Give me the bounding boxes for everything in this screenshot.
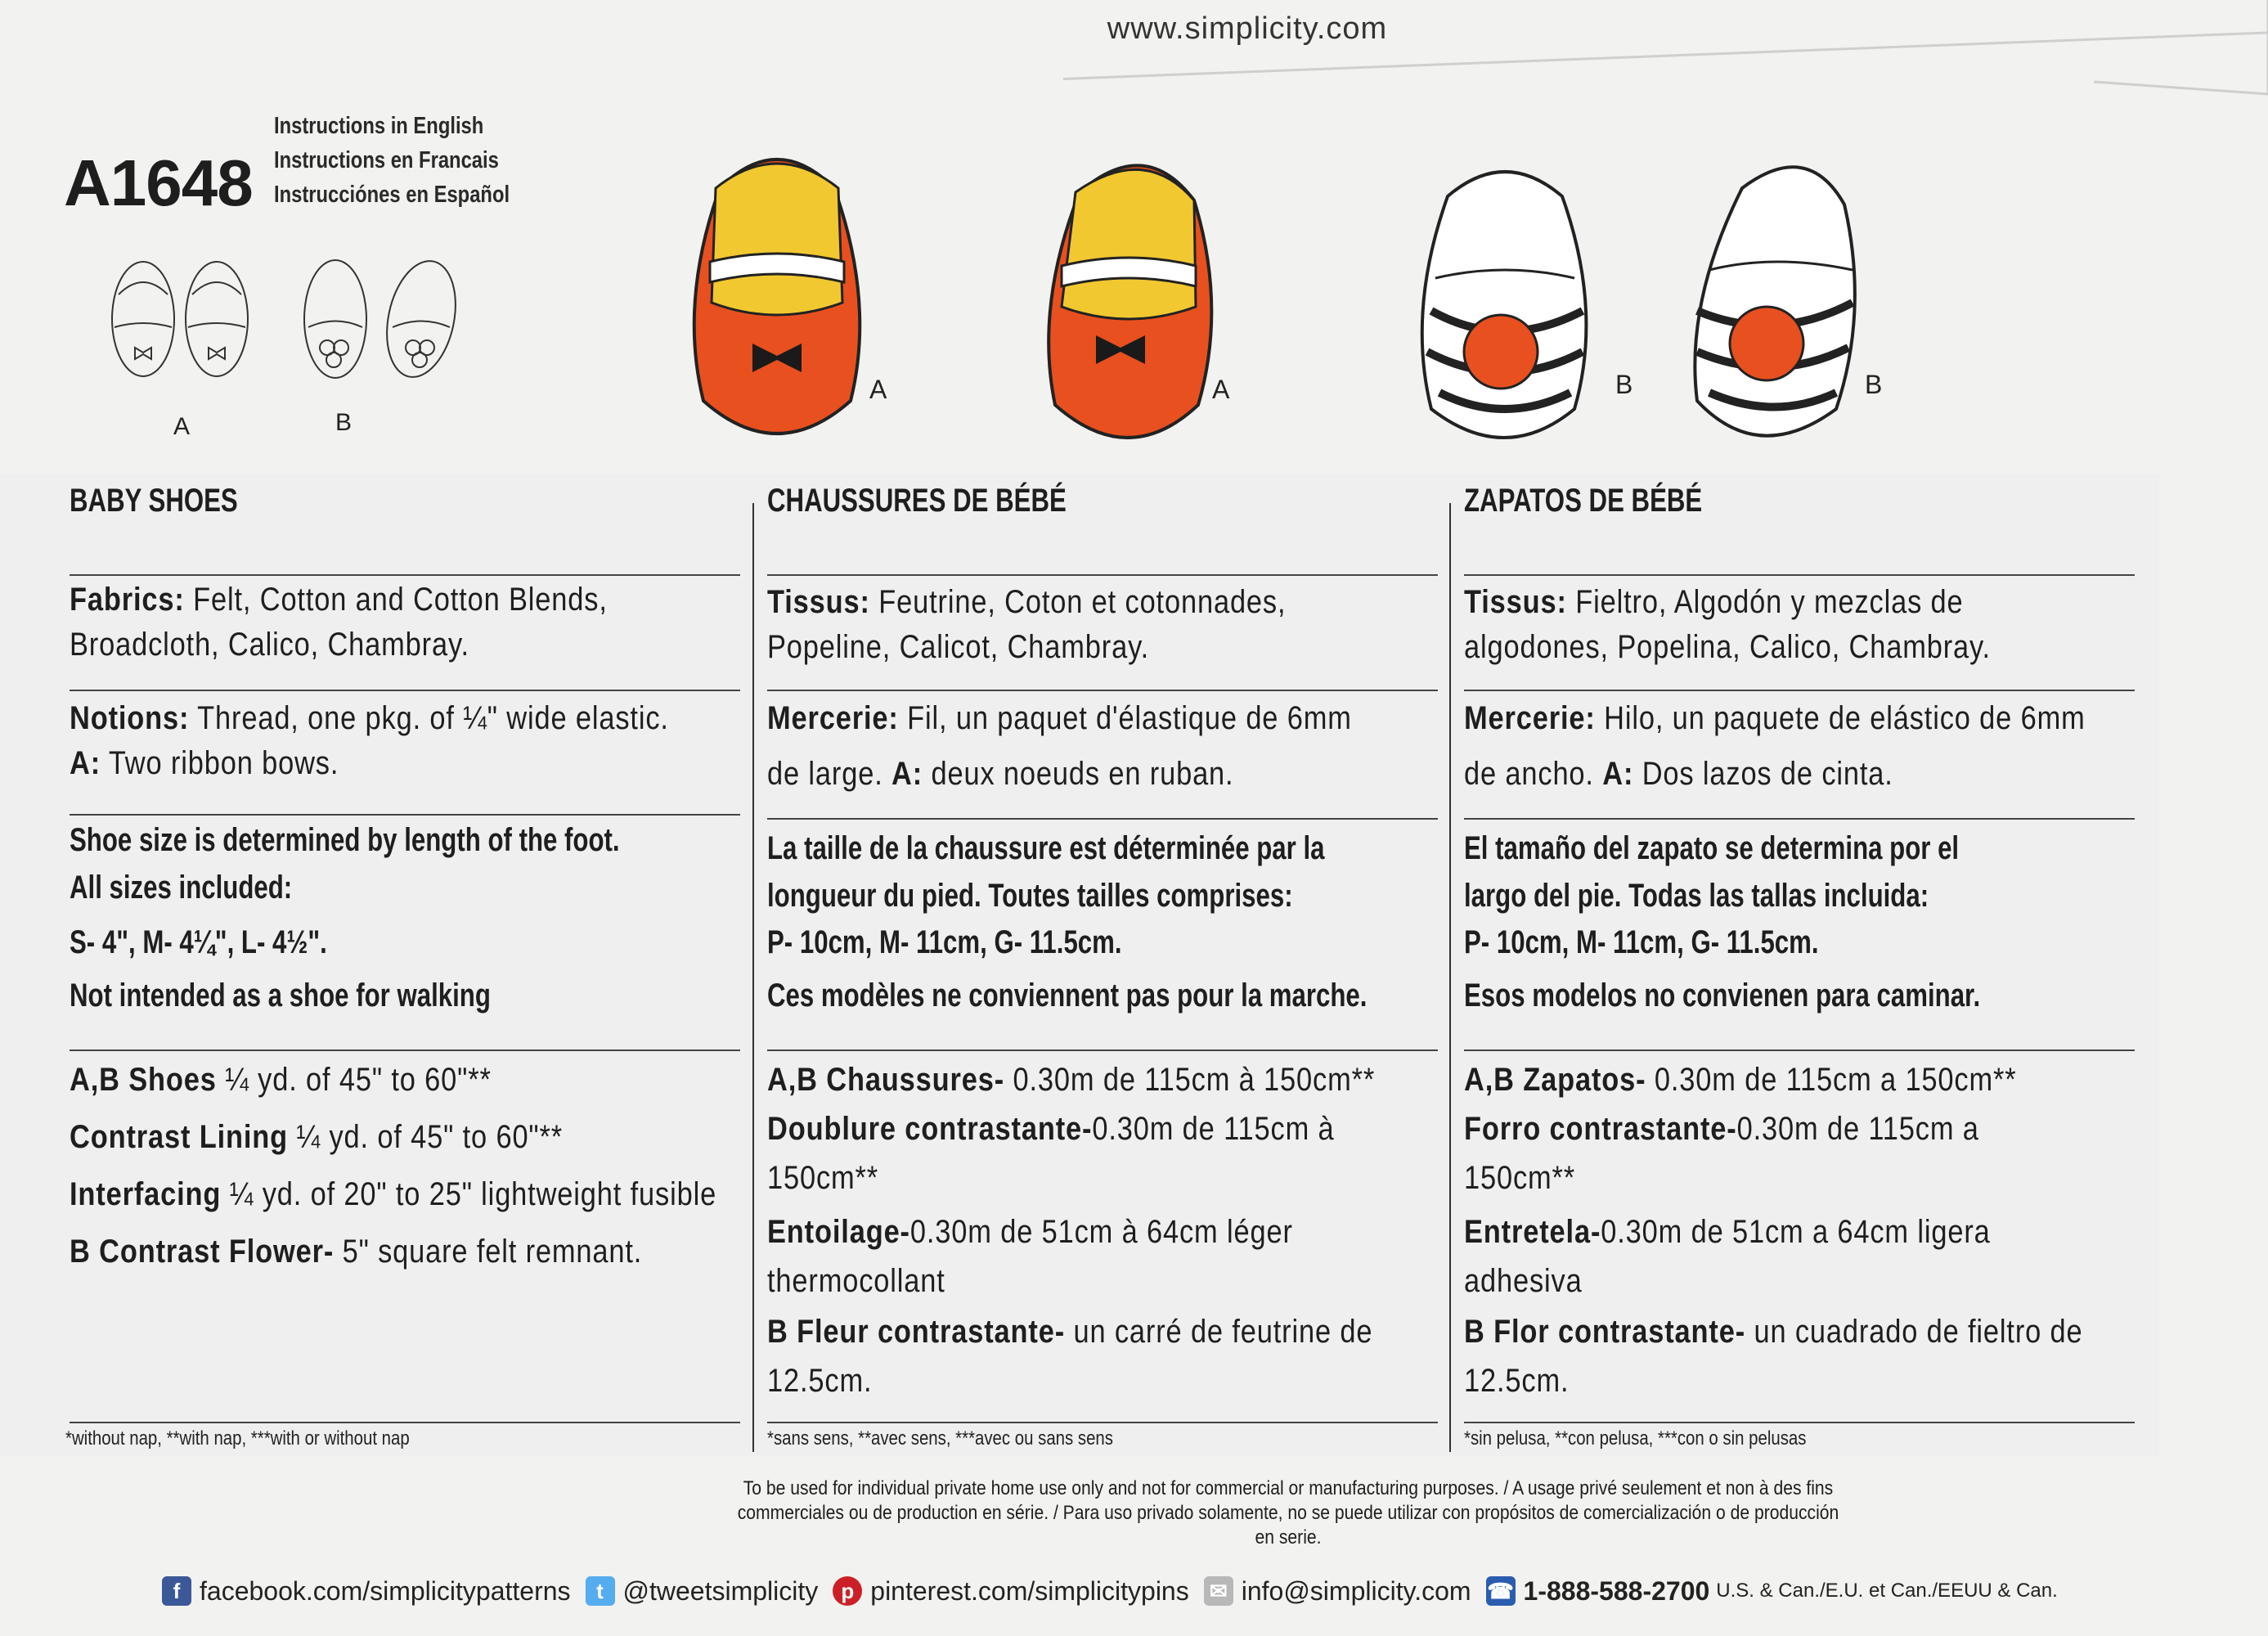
english-notions-2: A: Two ribbon bows. <box>70 745 339 781</box>
french-yardage-4: B Fleur contrastante- un carré de feutrine de <box>767 1314 1373 1350</box>
spanish-size-3: P- 10cm, M- 11cm, G- 11.5cm. <box>1464 924 1819 960</box>
legal-line-2: commerciales ou de production en série. / Para uso privado solamente, no se puede utilizar con propósitos de comercialización o de producción en serie. <box>737 1502 1839 1548</box>
english-footnote: *without nap, **with nap, ***with or without nap <box>65 1427 410 1449</box>
spanish-yardage-2b: 150cm** <box>1464 1160 1576 1196</box>
envelope-flap-corner <box>2094 0 2268 106</box>
french-yardage-3: Entoilage-0.30m de 51cm à 64cm léger <box>767 1214 1293 1250</box>
french-size-1: La taille de la chaussure est déterminée par la <box>767 830 1325 866</box>
pinterest-icon: p <box>833 1576 862 1606</box>
divider <box>767 1049 1438 1051</box>
divider <box>1464 690 2135 691</box>
french-fabrics-1: Tissus: Feutrine, Coton et cotonnades, <box>767 584 1287 620</box>
french-size-3: P- 10cm, M- 11cm, G- 11.5cm. <box>767 924 1122 960</box>
thumbnail-shoes-a <box>98 254 262 384</box>
thumbnail-label-b: B <box>335 409 353 436</box>
shoe-b-illustration-2 <box>1668 147 1881 458</box>
facebook-link[interactable]: facebook.com/simplicitypatterns <box>200 1575 571 1606</box>
divider <box>70 574 740 576</box>
pattern-number: A1648 <box>64 146 253 219</box>
spanish-size-1: El tamaño del zapato se determina por el <box>1464 830 1960 866</box>
facebook-icon: f <box>162 1576 191 1606</box>
english-yardage-2: Contrast Lining ¼ yd. of 45" to 60"** <box>70 1119 564 1155</box>
shoe-a-illustration-1 <box>671 139 883 450</box>
spanish-title: ZAPATOS DE BÉBÉ <box>1464 483 1703 519</box>
illustration-label-a2: A <box>1212 375 1230 404</box>
legal-line-1: To be used for individual private home use only and not for commercial or manufacturing purposes. / A usage privé seulement et non à des fins <box>743 1477 1834 1499</box>
divider <box>767 1422 1438 1423</box>
spanish-yardage-4: B Flor contrastante- un cuadrado de fieltro de <box>1464 1314 2083 1350</box>
english-size-4: Not intended as a shoe for walking <box>70 978 491 1014</box>
column-divider <box>1449 503 1451 1452</box>
shoe-a-illustration-2 <box>1022 143 1235 454</box>
french-footnote: *sans sens, **avec sens, ***avec ou sans sens <box>767 1427 1113 1449</box>
phone-icon: ☎ <box>1486 1576 1516 1606</box>
shoe-b-illustration-1 <box>1399 155 1611 458</box>
twitter-icon: t <box>586 1576 615 1606</box>
french-yardage-3b: thermocollant <box>767 1263 945 1299</box>
divider <box>767 574 1438 576</box>
phone-region: U.S. & Can./E.U. et Can./EEUU & Can. <box>1716 1580 2058 1602</box>
french-notions-1: Mercerie: Fil, un paquet d'élastique de 6mm <box>767 700 1352 736</box>
english-size-2: All sizes included: <box>70 870 293 906</box>
divider <box>1464 574 2135 576</box>
spanish-yardage-3b: adhesiva <box>1464 1263 1583 1299</box>
illustration-label-b1: B <box>1615 370 1633 399</box>
spanish-footnote: *sin pelusa, **con pelusa, ***con o sin pelusas <box>1464 1427 1807 1449</box>
divider <box>767 690 1438 691</box>
email-link[interactable]: info@simplicity.com <box>1241 1575 1471 1606</box>
website-url[interactable]: www.simplicity.com <box>1107 11 1388 46</box>
thumbnail-label-a: A <box>173 413 191 440</box>
illustration-label-b2: B <box>1865 370 1883 399</box>
phone-number[interactable]: 1-888-588-2700 <box>1523 1575 1710 1606</box>
legal-notice <box>730 1476 1846 1550</box>
language-english: Instructions in English <box>274 113 484 139</box>
french-column <box>767 483 1151 519</box>
spanish-notions-2: de ancho. A: Dos lazos de cinta. <box>1464 756 1893 792</box>
spanish-yardage-3: Entretela-0.30m de 51cm a 64cm ligera <box>1464 1214 1991 1250</box>
spanish-column <box>1464 483 1769 519</box>
divider <box>1464 1049 2135 1051</box>
divider <box>70 1422 740 1423</box>
spanish-yardage-2: Forro contrastante-0.30m de 115cm a <box>1464 1111 1979 1147</box>
divider <box>767 818 1438 820</box>
social-footer <box>147 1566 2058 1616</box>
spanish-yardage-1: A,B Zapatos- 0.30m de 115cm a 150cm** <box>1464 1062 2017 1098</box>
english-size-3: S- 4", M- 4¼", L- 4½". <box>70 924 327 960</box>
spanish-fabrics-2: algodones, Popelina, Calico, Chambray. <box>1464 629 1991 665</box>
spanish-yardage-4b: 12.5cm. <box>1464 1363 1570 1399</box>
french-yardage-1: A,B Chaussures- 0.30m de 115cm à 150cm** <box>767 1062 1376 1098</box>
language-french: Instructions en Francais <box>274 147 499 173</box>
french-size-4: Ces modèles ne conviennent pas pour la marche. <box>767 978 1368 1014</box>
english-fabrics-2: Broadcloth, Calico, Chambray. <box>70 627 469 663</box>
french-notions-2: de large. A: deux noeuds en ruban. <box>767 756 1234 792</box>
english-notions-1: Notions: Thread, one pkg. of ¼" wide elastic. <box>70 700 669 736</box>
spanish-size-2: largo del pie. Todas las tallas incluida: <box>1464 878 1929 914</box>
english-size-1: Shoe size is determined by length of the foot. <box>70 822 620 858</box>
english-yardage-1: A,B Shoes ¼ yd. of 45" to 60"** <box>70 1062 492 1098</box>
pinterest-link[interactable]: pinterest.com/simplicitypins <box>870 1575 1189 1606</box>
divider <box>1464 818 2135 820</box>
divider <box>70 814 740 816</box>
french-yardage-4b: 12.5cm. <box>767 1363 873 1399</box>
divider <box>70 690 740 691</box>
divider <box>70 1049 740 1051</box>
divider <box>1464 1422 2135 1423</box>
french-yardage-2: Doublure contrastante-0.30m de 115cm à <box>767 1111 1335 1147</box>
english-yardage-3: Interfacing ¼ yd. of 20" to 25" lightweight fusible <box>70 1176 717 1212</box>
english-column <box>70 483 285 519</box>
english-fabrics-1: Fabrics: Felt, Cotton and Cotton Blends, <box>70 582 608 618</box>
french-size-2: longueur du pied. Toutes tailles comprises: <box>767 878 1293 914</box>
twitter-link[interactable]: @tweetsimplicity <box>622 1575 819 1606</box>
language-spanish: Instrucciónes en Español <box>274 182 510 208</box>
spanish-size-4: Esos modelos no convienen para caminar. <box>1464 978 1981 1014</box>
french-title: CHAUSSURES DE BÉBÉ <box>767 483 1067 519</box>
english-yardage-4: B Contrast Flower- 5" square felt remnant. <box>70 1234 643 1270</box>
email-icon: ✉ <box>1204 1576 1233 1606</box>
column-divider <box>752 503 754 1452</box>
spanish-fabrics-1: Tissus: Fieltro, Algodón y mezclas de <box>1464 584 1964 620</box>
spanish-notions-1: Mercerie: Hilo, un paquete de elástico de 6mm <box>1464 700 2086 736</box>
english-title: BABY SHOES <box>70 483 238 519</box>
french-fabrics-2: Popeline, Calicot, Chambray. <box>767 629 1150 665</box>
french-yardage-2b: 150cm** <box>767 1160 879 1196</box>
illustration-label-a1: A <box>869 375 887 404</box>
thumbnail-shoes-b <box>290 249 470 389</box>
